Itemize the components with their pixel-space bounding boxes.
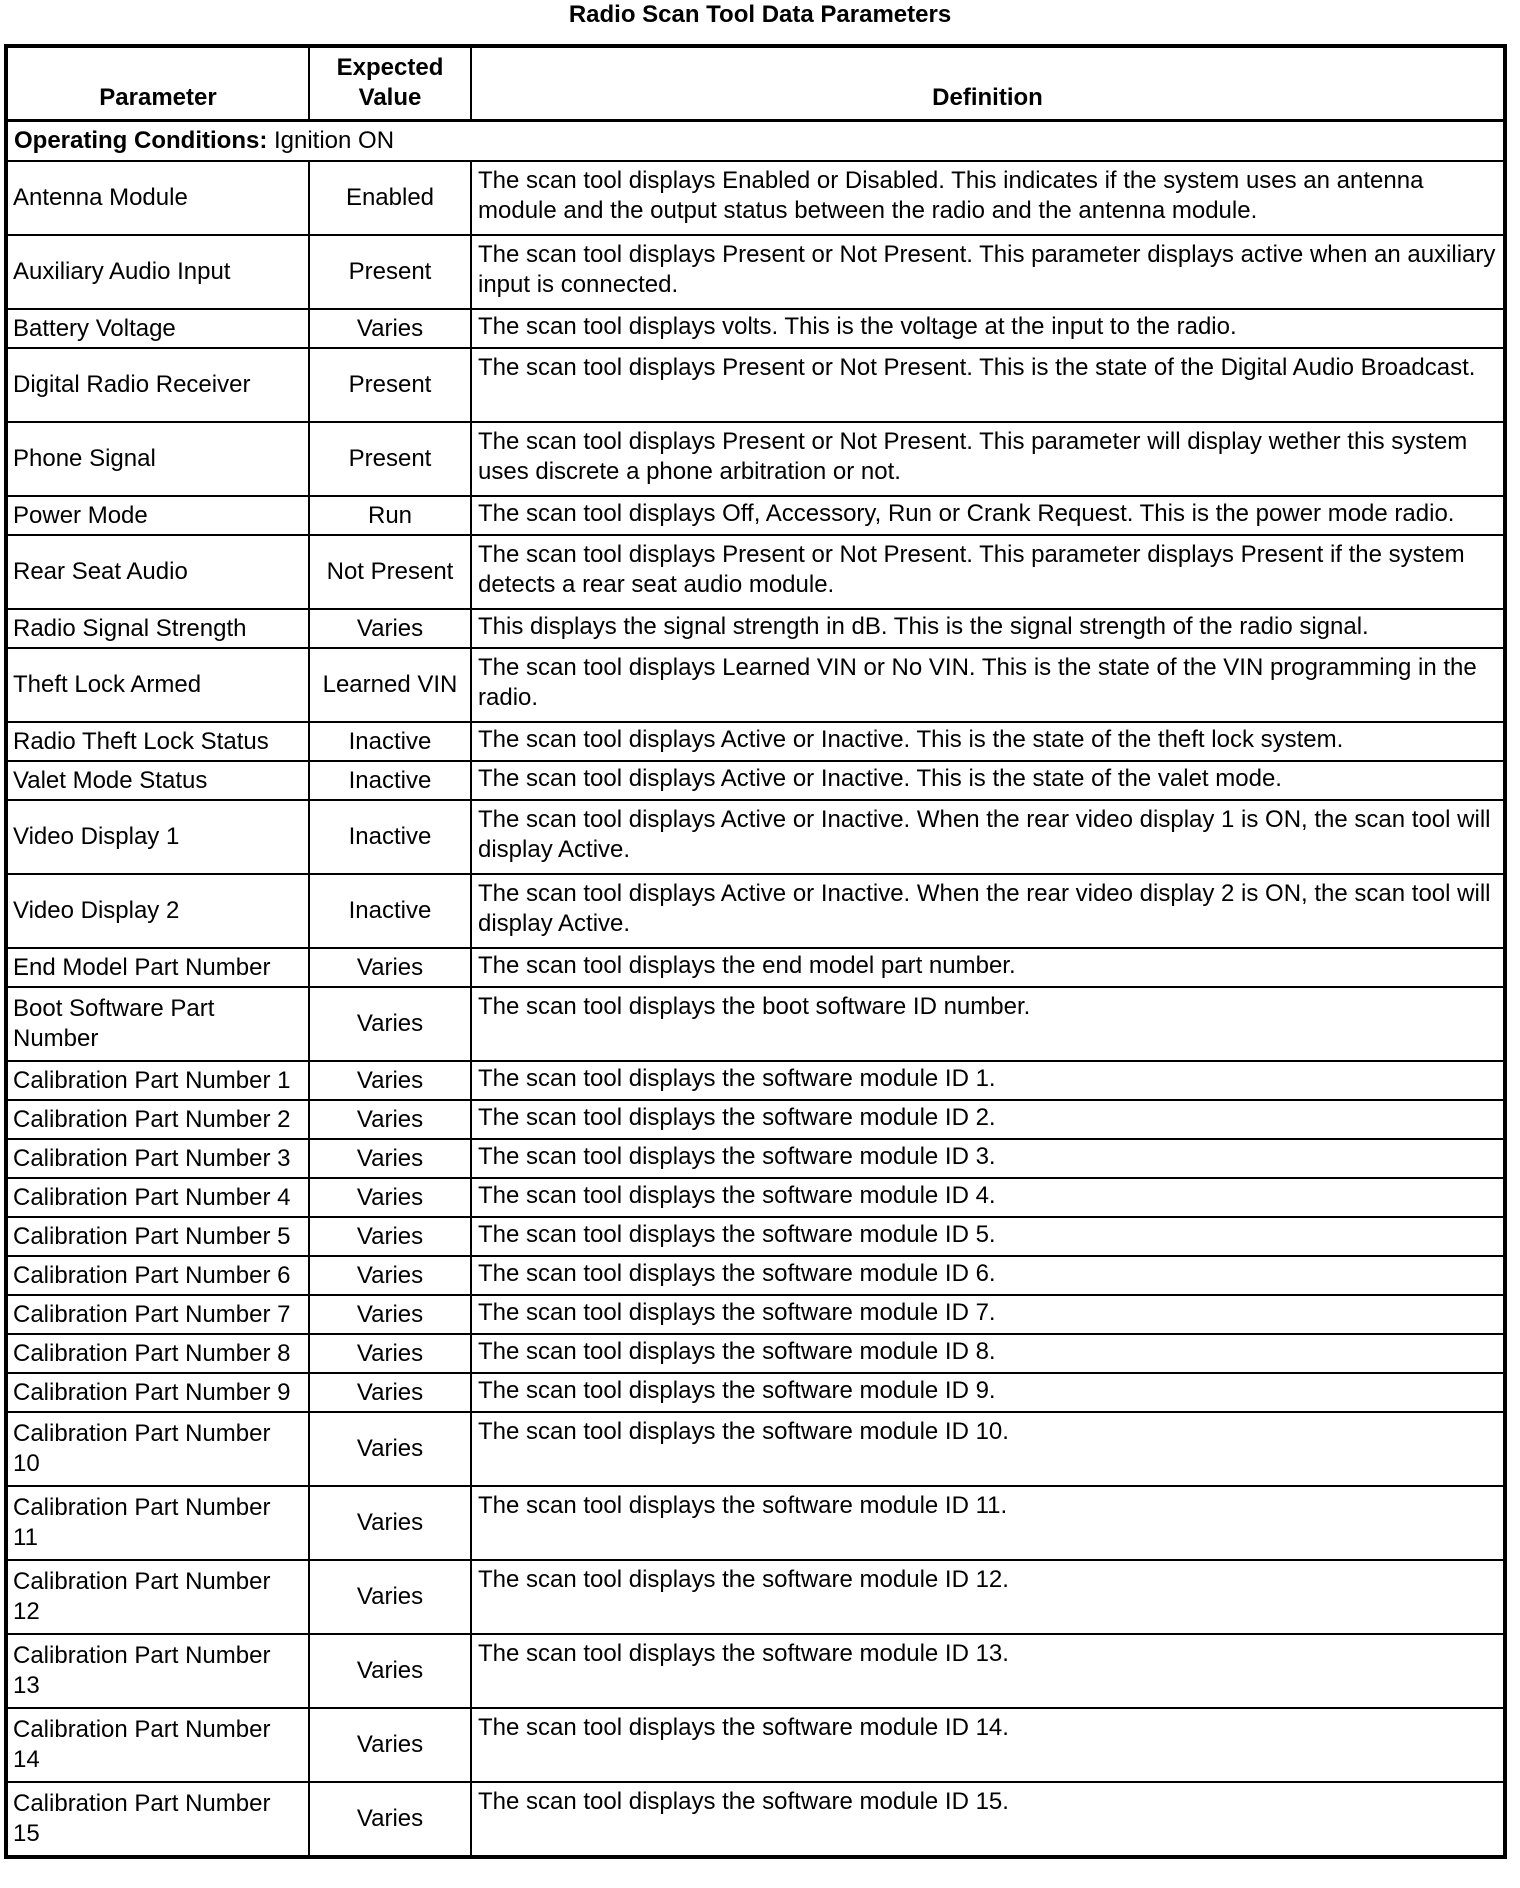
table-row bbox=[6, 1334, 1505, 1373]
definition-cell: The scan tool displays Off, Accessory, Run or Crank Request. This is the power mode radio. bbox=[471, 496, 1505, 535]
expected-value-cell: Varies bbox=[309, 1486, 471, 1560]
parameter-cell: Rear Seat Audio bbox=[6, 535, 309, 609]
parameter-cell: Power Mode bbox=[6, 496, 309, 535]
parameter-cell: Calibration Part Number 4 bbox=[6, 1178, 309, 1217]
parameter-cell: Theft Lock Armed bbox=[6, 648, 309, 722]
definition-cell: The scan tool displays Present or Not Present. This parameter displays Present if the system detects a rear seat audio module. bbox=[471, 535, 1505, 609]
table-row bbox=[6, 761, 1505, 800]
expected-value-cell: Varies bbox=[309, 309, 471, 348]
table-row bbox=[6, 1782, 1505, 1857]
expected-value-cell: Inactive bbox=[309, 722, 471, 761]
definition-cell: The scan tool displays Active or Inactive. When the rear video display 1 is ON, the scan tool will display Active. bbox=[471, 800, 1505, 874]
table-body bbox=[6, 121, 1505, 1858]
definition-cell: The scan tool displays the software module ID 12. bbox=[471, 1560, 1505, 1634]
table-row bbox=[6, 1061, 1505, 1100]
parameter-cell: Calibration Part Number 1 bbox=[6, 1061, 309, 1100]
expected-value-cell: Varies bbox=[309, 1217, 471, 1256]
parameter-cell: Calibration Part Number 5 bbox=[6, 1217, 309, 1256]
parameter-cell: Auxiliary Audio Input bbox=[6, 235, 309, 309]
parameter-cell: Calibration Part Number 6 bbox=[6, 1256, 309, 1295]
expected-value-cell: Varies bbox=[309, 1295, 471, 1334]
definition-cell: The scan tool displays Active or Inactive. This is the state of the theft lock system. bbox=[471, 722, 1505, 761]
expected-value-cell: Varies bbox=[309, 1334, 471, 1373]
table-row bbox=[6, 1256, 1505, 1295]
parameters-table bbox=[4, 44, 1507, 1859]
table-row bbox=[6, 309, 1505, 348]
parameter-cell: Calibration Part Number 10 bbox=[6, 1412, 309, 1486]
expected-value-cell: Varies bbox=[309, 1708, 471, 1782]
table-row bbox=[6, 722, 1505, 761]
table-row bbox=[6, 422, 1505, 496]
definition-cell: The scan tool displays Present or Not Present. This is the state of the Digital Audio Broadcast. bbox=[471, 348, 1505, 422]
parameter-cell: Video Display 2 bbox=[6, 874, 309, 948]
header-definition: Definition bbox=[471, 46, 1505, 121]
definition-cell: The scan tool displays the software module ID 10. bbox=[471, 1412, 1505, 1486]
expected-value-cell: Enabled bbox=[309, 161, 471, 235]
parameter-cell: Phone Signal bbox=[6, 422, 309, 496]
parameter-cell: End Model Part Number bbox=[6, 948, 309, 987]
table-row bbox=[6, 609, 1505, 648]
expected-value-cell: Varies bbox=[309, 1139, 471, 1178]
expected-value-cell: Not Present bbox=[309, 535, 471, 609]
table-row bbox=[6, 1217, 1505, 1256]
expected-value-cell: Varies bbox=[309, 1412, 471, 1486]
expected-value-cell: Varies bbox=[309, 987, 471, 1061]
parameter-cell: Antenna Module bbox=[6, 161, 309, 235]
table-row bbox=[6, 648, 1505, 722]
expected-value-cell: Varies bbox=[309, 1634, 471, 1708]
table-row bbox=[6, 1178, 1505, 1217]
table-row bbox=[6, 235, 1505, 309]
table-row bbox=[6, 987, 1505, 1061]
definition-cell: The scan tool displays Active or Inactive. This is the state of the valet mode. bbox=[471, 761, 1505, 800]
expected-value-cell: Inactive bbox=[309, 800, 471, 874]
operating-conditions-value: Ignition ON bbox=[267, 127, 395, 154]
parameter-cell: Calibration Part Number 3 bbox=[6, 1139, 309, 1178]
table-row bbox=[6, 1486, 1505, 1560]
parameter-cell: Calibration Part Number 9 bbox=[6, 1373, 309, 1412]
definition-cell: The scan tool displays the software module ID 3. bbox=[471, 1139, 1505, 1178]
definition-cell: The scan tool displays the software module ID 7. bbox=[471, 1295, 1505, 1334]
expected-value-cell: Varies bbox=[309, 1061, 471, 1100]
table-row bbox=[6, 1634, 1505, 1708]
definition-cell: The scan tool displays Learned VIN or No VIN. This is the state of the VIN programming in the radio. bbox=[471, 648, 1505, 722]
parameter-cell: Calibration Part Number 15 bbox=[6, 1782, 309, 1857]
parameter-cell: Battery Voltage bbox=[6, 309, 309, 348]
definition-cell: The scan tool displays the software module ID 15. bbox=[471, 1782, 1505, 1857]
definition-cell: The scan tool displays the boot software ID number. bbox=[471, 987, 1505, 1061]
parameter-cell: Video Display 1 bbox=[6, 800, 309, 874]
table-header-row bbox=[6, 46, 1505, 121]
definition-cell: The scan tool displays volts. This is the voltage at the input to the radio. bbox=[471, 309, 1505, 348]
parameter-cell: Digital Radio Receiver bbox=[6, 348, 309, 422]
expected-value-cell: Varies bbox=[309, 1100, 471, 1139]
definition-cell: The scan tool displays the end model part number. bbox=[471, 948, 1505, 987]
table-row bbox=[6, 1139, 1505, 1178]
definition-cell: The scan tool displays the software module ID 2. bbox=[471, 1100, 1505, 1139]
table-row bbox=[6, 1708, 1505, 1782]
parameter-cell: Calibration Part Number 2 bbox=[6, 1100, 309, 1139]
definition-cell: The scan tool displays Enabled or Disabled. This indicates if the system uses an antenna module and the output status between the radio and the antenna module. bbox=[471, 161, 1505, 235]
definition-cell: The scan tool displays the software module ID 9. bbox=[471, 1373, 1505, 1412]
expected-value-cell: Inactive bbox=[309, 874, 471, 948]
definition-cell: The scan tool displays Active or Inactive. When the rear video display 2 is ON, the scan tool will display Active. bbox=[471, 874, 1505, 948]
table-row bbox=[6, 1295, 1505, 1334]
definition-cell: This displays the signal strength in dB. This is the signal strength of the radio signal. bbox=[471, 609, 1505, 648]
table-row bbox=[6, 1100, 1505, 1139]
operating-conditions-cell bbox=[6, 121, 1505, 162]
table-row bbox=[6, 800, 1505, 874]
parameter-cell: Calibration Part Number 11 bbox=[6, 1486, 309, 1560]
definition-cell: The scan tool displays the software module ID 6. bbox=[471, 1256, 1505, 1295]
definition-cell: The scan tool displays the software module ID 4. bbox=[471, 1178, 1505, 1217]
parameter-cell: Calibration Part Number 8 bbox=[6, 1334, 309, 1373]
expected-value-cell: Learned VIN bbox=[309, 648, 471, 722]
expected-value-cell: Inactive bbox=[309, 761, 471, 800]
parameter-cell: Calibration Part Number 7 bbox=[6, 1295, 309, 1334]
expected-value-cell: Varies bbox=[309, 1256, 471, 1295]
expected-value-cell: Varies bbox=[309, 1560, 471, 1634]
table-row bbox=[6, 496, 1505, 535]
expected-value-cell: Varies bbox=[309, 1373, 471, 1412]
table-row bbox=[6, 1560, 1505, 1634]
operating-conditions-label: Operating Conditions: bbox=[14, 127, 268, 154]
definition-cell: The scan tool displays the software module ID 11. bbox=[471, 1486, 1505, 1560]
expected-value-cell: Varies bbox=[309, 1178, 471, 1217]
definition-cell: The scan tool displays the software module ID 13. bbox=[471, 1634, 1505, 1708]
table-row bbox=[6, 535, 1505, 609]
expected-value-cell: Varies bbox=[309, 1782, 471, 1857]
parameter-cell: Radio Theft Lock Status bbox=[6, 722, 309, 761]
table-row bbox=[6, 348, 1505, 422]
expected-value-cell: Present bbox=[309, 235, 471, 309]
definition-cell: The scan tool displays the software module ID 1. bbox=[471, 1061, 1505, 1100]
expected-value-cell: Varies bbox=[309, 948, 471, 987]
parameter-cell: Boot Software Part Number bbox=[6, 987, 309, 1061]
header-expected-value: Expected Value bbox=[309, 46, 471, 121]
table-row bbox=[6, 948, 1505, 987]
table-row bbox=[6, 1373, 1505, 1412]
table-row bbox=[6, 161, 1505, 235]
header-parameter: Parameter bbox=[6, 46, 309, 121]
parameter-cell: Calibration Part Number 14 bbox=[6, 1708, 309, 1782]
parameter-cell: Radio Signal Strength bbox=[6, 609, 309, 648]
table-row bbox=[6, 1412, 1505, 1486]
table-row bbox=[6, 874, 1505, 948]
expected-value-cell: Present bbox=[309, 422, 471, 496]
definition-cell: The scan tool displays the software module ID 5. bbox=[471, 1217, 1505, 1256]
operating-conditions-row bbox=[6, 121, 1505, 162]
page-title: Radio Scan Tool Data Parameters bbox=[568, 1, 952, 28]
definition-cell: The scan tool displays the software module ID 8. bbox=[471, 1334, 1505, 1373]
definition-cell: The scan tool displays Present or Not Present. This parameter displays active when an auxiliary input is connected. bbox=[471, 235, 1505, 309]
expected-value-cell: Run bbox=[309, 496, 471, 535]
parameter-cell: Calibration Part Number 13 bbox=[6, 1634, 309, 1708]
definition-cell: The scan tool displays Present or Not Present. This parameter will display wether this system uses discrete a phone arbitration or not. bbox=[471, 422, 1505, 496]
parameter-cell: Calibration Part Number 12 bbox=[6, 1560, 309, 1634]
definition-cell: The scan tool displays the software module ID 14. bbox=[471, 1708, 1505, 1782]
expected-value-cell: Varies bbox=[309, 609, 471, 648]
expected-value-cell: Present bbox=[309, 348, 471, 422]
parameter-cell: Valet Mode Status bbox=[6, 761, 309, 800]
